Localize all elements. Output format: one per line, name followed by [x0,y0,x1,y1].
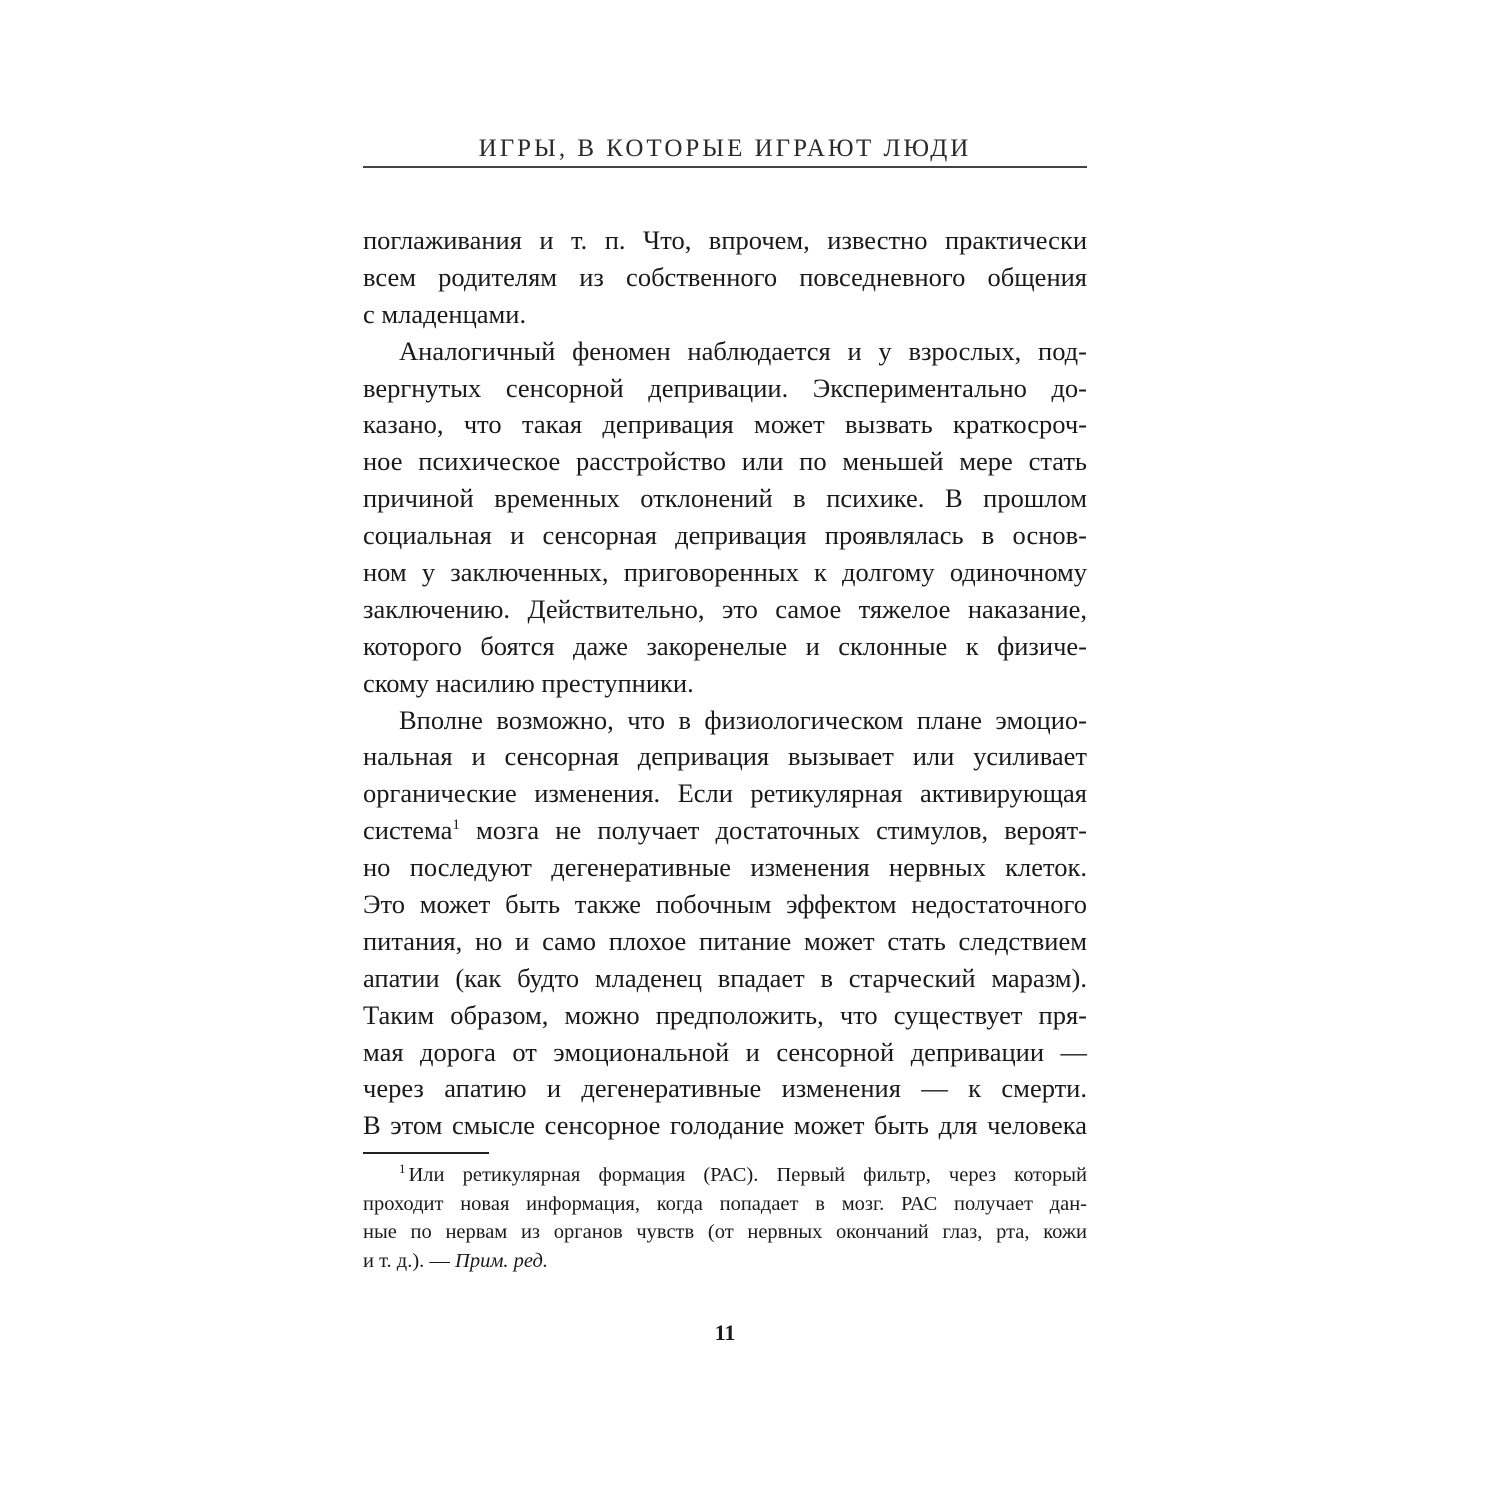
text-line: органические изменения. Если ретикулярная активирующая [363,778,1087,809]
paragraph-start-line: Аналогичный феномен наблюдается и у взрослых, под- [399,335,1087,366]
footnote-line: проходит новая информация, когда попадает в мозг. РАС получает дан- [363,1192,1087,1215]
footnote-line [363,1247,1087,1276]
text-line: нальная и сенсорная депривация вызывает или усиливает [363,741,1087,772]
footnote [363,1161,1087,1275]
text-line: которого боятся даже закоренелые и склонные к физиче- [363,630,1087,661]
footnote-marker: 1 [399,1161,406,1176]
text-line: через апатию и дегенеративные изменения — к смерти. [363,1073,1087,1104]
text-line: поглаживания и т. п. Что, впрочем, известно практически [363,225,1087,255]
header-rule [363,166,1087,168]
footnote-reference[interactable]: 1 [452,817,460,834]
text-line: Таким образом, можно предположить, что существует пря- [363,999,1087,1030]
footnote-text: Или ретикулярная формация (РАС). Первый фильтр, через который [408,1164,1087,1186]
text-line: апатии (как будто младенец впадает в старческий маразм). [363,962,1087,993]
text-line: всем родителям из собственного повседневного общения [363,261,1087,292]
book-page [363,0,1087,1500]
footnote-line [363,1161,1087,1190]
text-line: скому насилию преступники. [363,667,694,698]
body-text [363,222,1087,1144]
text-line: с младенцами. [363,298,527,329]
text-line: казано, что такая депривация может вызвать краткосроч- [363,409,1087,440]
text-line: вергнутых сенсорной депривации. Экспериментально до- [363,372,1087,403]
text-line: причиной временных отклонений в психике. В прошлом [363,483,1087,514]
text-line: ном у заключенных, приговоренных к долгому одиночному [363,557,1087,588]
footnote-separator [363,1152,489,1154]
text-line: питания, но и само плохое питание может стать следствием [363,925,1087,956]
text-fragment: мозга не получает достаточных стимулов, вероят- [476,815,1087,846]
text-line: социальная и сенсорная депривация проявлялась в основ- [363,520,1087,551]
footnote-text: и т. д.). — [363,1249,456,1272]
text-line: В этом смысле сенсорное голодание может быть для человека [363,1110,1087,1141]
text-line: заключению. Действительно, это самое тяжелое наказание, [363,593,1087,624]
footnote-line: ные по нервам из органов чувств (от нервных окончаний глаз, рта, кожи [363,1221,1087,1243]
paragraph-start-line: Вполне возможно, что в физиологическом плане эмоцио- [399,704,1087,735]
text-line: Это может быть также побочным эффектом недостаточного [363,889,1087,920]
text-line: но последуют дегенеративные изменения нервных клеток. [363,852,1087,883]
text-fragment: система [363,815,453,846]
page-number: 11 [714,1320,736,1345]
running-head-title: ИГРЫ, В КОТОРЫЕ ИГРАЮТ ЛЮДИ [478,135,972,162]
text-line-with-footnote [363,812,1087,849]
text-line: ное психическое расстройство или по меньшей мере стать [363,446,1087,477]
text-line: мая дорога от эмоциональной и сенсорной депривации — [363,1036,1087,1067]
editor-note: Прим. ред. [455,1249,549,1272]
